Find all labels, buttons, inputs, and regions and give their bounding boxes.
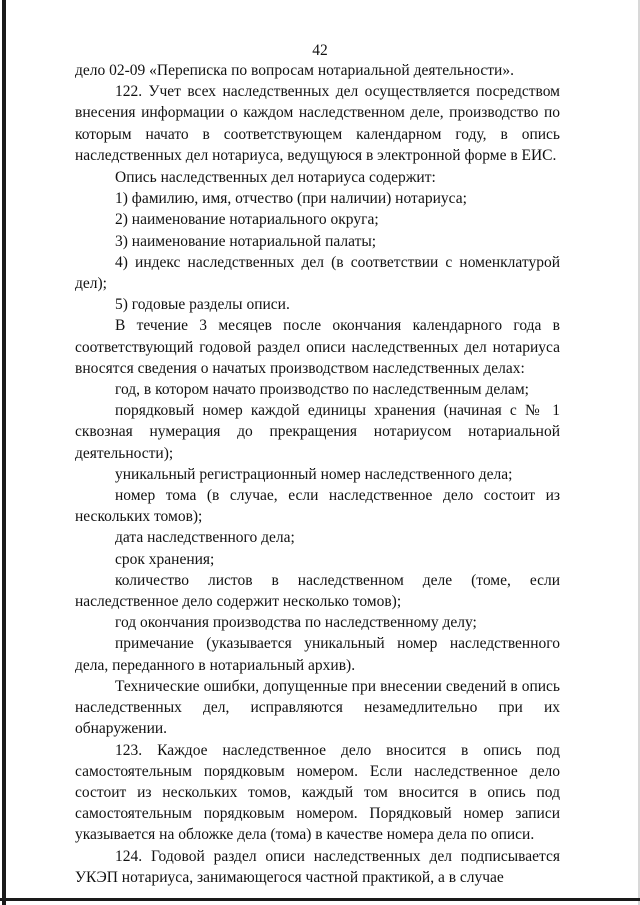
field-year: год, в котором начато производство по наследственным делам; [115, 381, 529, 399]
paragraph-case-02-09: дело 02-09 «Переписка по вопросам нотариальной деятельности». [75, 62, 514, 79]
document-body [75, 60, 560, 888]
paragraph-124: 124. Годовой раздел описи наследственных дел подписывается УКЭП нотариуса, занимающегося частной практикой, а в случае [75, 847, 560, 886]
list-item-3: 3) наименование нотариальной палаты; [115, 232, 377, 250]
field-sequence-number: порядковый номер каждой единицы хранения (начиная с № 1 сквозная нумерация до прекращения нотариусом нотариальной деятельности); [75, 402, 560, 462]
field-volume-number: номер тома (в случае, если наследственное дело состоит из нескольких томов); [75, 487, 560, 526]
field-completion-year: год окончания производства по наследственному делу; [115, 614, 477, 632]
list-item-4: 4) индекс наследственных дел (в соответствии с номенклатурой дел); [75, 253, 560, 293]
paragraph-technical-errors: Технические ошибки, допущенные при внесении сведений в опись наследственных дел, исправляются незамедлительно при их обнаружении. [75, 677, 560, 738]
paragraph-123: 123. Каждое наследственное дело вносится в опись под самостоятельным порядковым номером. Если наследственное дело состоит из нескольких томов, каждый том вносится в опись под самостоятельным порядковым номером. Порядковый номер записи указывается на обложке дела (тома) в качестве номера дела по описи. [75, 741, 560, 844]
field-case-date: дата наследственного дела; [115, 529, 295, 547]
field-note: примечание (указывается уникальный номер наследственного дела, переданного в нотариальный архив). [75, 635, 560, 674]
field-registration-number: уникальный регистрационный номер наследственного дела; [115, 465, 513, 483]
field-sheet-count: количество листов в наследственном деле (томе, если наследственное дело содержит несколько томов); [75, 571, 560, 611]
page-number: 42 [312, 42, 328, 59]
list-item-2: 2) наименование нотариального округа; [115, 211, 379, 229]
scan-border-left [2, 0, 6, 905]
paragraph-three-months: В течение 3 месяцев после окончания календарного года в соответствующий годовой раздел описи наследственных дел нотариуса вносятся сведения о начатых производством наследственных делах: [75, 317, 560, 377]
list-item-5: 5) годовые разделы описи. [115, 296, 290, 314]
paragraph-122: 122. Учет всех наследственных дел осуществляется посредством внесения информации о каждом наследственном деле, производство по которым начато в соответствующем календарном году, в опись наследственных дел нотариуса, ведущуюся в электронной форме в ЕИС. [75, 83, 560, 164]
field-storage-period: срок хранения; [115, 550, 215, 568]
paragraph-inventory-contents: Опись наследственных дел нотариуса содержит: [115, 169, 436, 187]
scan-border-bottom [0, 898, 640, 901]
list-item-1: 1) фамилию, имя, отчество (при наличии) нотариуса; [115, 190, 467, 208]
